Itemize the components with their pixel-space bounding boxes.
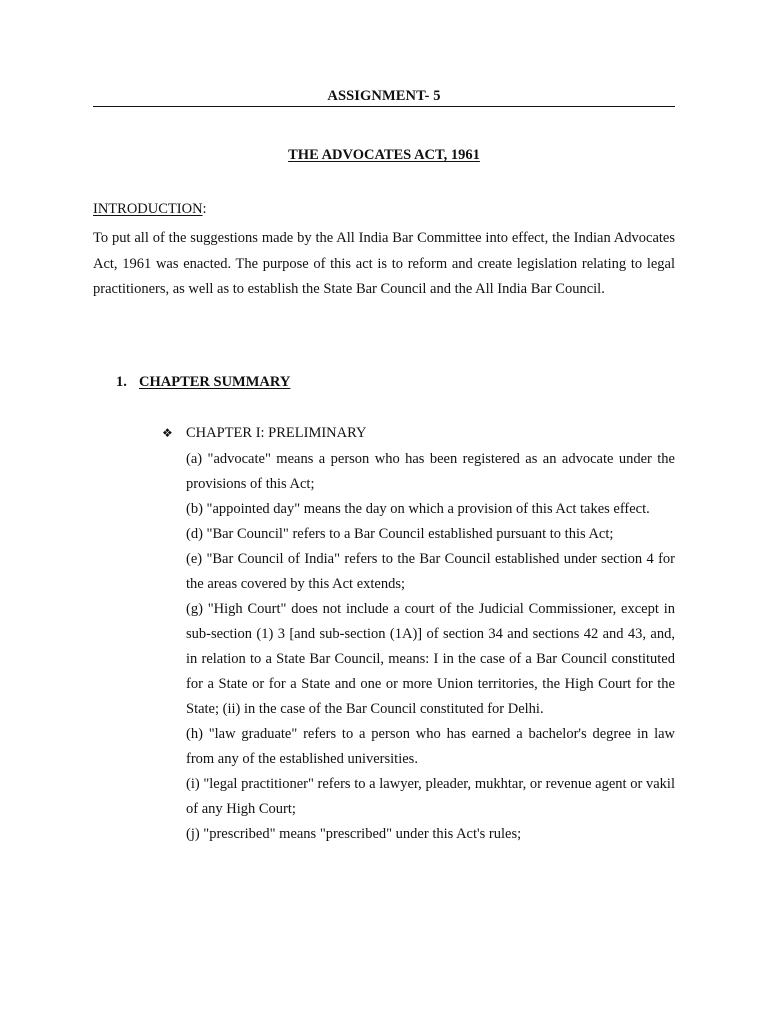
definitions-list [186,447,675,847]
definition-item: (b) "appointed day" means the day on which a provision of this Act takes effect. [186,501,650,517]
definition-item: (e) "Bar Council of India" refers to the Bar Council established under section 4 for the areas covered by this Act extends; [186,551,675,592]
definition-item: (d) "Bar Council" refers to a Bar Council established pursuant to this Act; [186,526,614,542]
section-number: 1. [116,374,127,390]
diamond-bullet-icon: ❖ [162,426,173,440]
introduction-heading [93,199,207,219]
introduction-heading-label: INTRODUCTION [93,201,203,217]
introduction-paragraph: To put all of the suggestions made by the All India Bar Committee into effect, the Indian Advocates Act, 1961 was enacted. The purpose of this act is to reform and create legislation relating to legal practitioners, as well as to establish the State Bar Council and the All India Bar Council. [93,230,675,297]
definition-item: (a) "advocate" means a person who has been registered as an advocate under the provisions of this Act; [186,451,675,492]
definition-item: (i) "legal practitioner" refers to a lawyer, pleader, mukhtar, or revenue agent or vakil of any High Court; [186,776,675,817]
chapter-heading [162,423,366,443]
title-underline-rule [93,106,675,107]
act-title: THE ADVOCATES ACT, 1961 [288,147,480,163]
chapter-summary-heading [116,372,290,392]
introduction-heading-colon: : [202,201,207,217]
chapter-summary-label: CHAPTER SUMMARY [139,374,291,390]
chapter-title: CHAPTER I: PRELIMINARY [186,425,367,441]
definition-item: (h) "law graduate" refers to a person who has earned a bachelor's degree in law from any of the established universities. [186,726,675,767]
assignment-title: ASSIGNMENT- 5 [327,88,441,104]
definition-item: (g) "High Court" does not include a court of the Judicial Commissioner, except in sub-section (1) 3 [and sub-section (1A)] of section 34 and sections 42 and 43, and, in relation to a State Bar Council, means: I in the case of a Bar Council constituted for a State or for a State and one or more Union territories, the High Court for the State; (ii) in the case of the Bar Council constituted for Delhi. [186,601,675,717]
definition-item: (j) "prescribed" means "prescribed" under this Act's rules; [186,826,522,842]
